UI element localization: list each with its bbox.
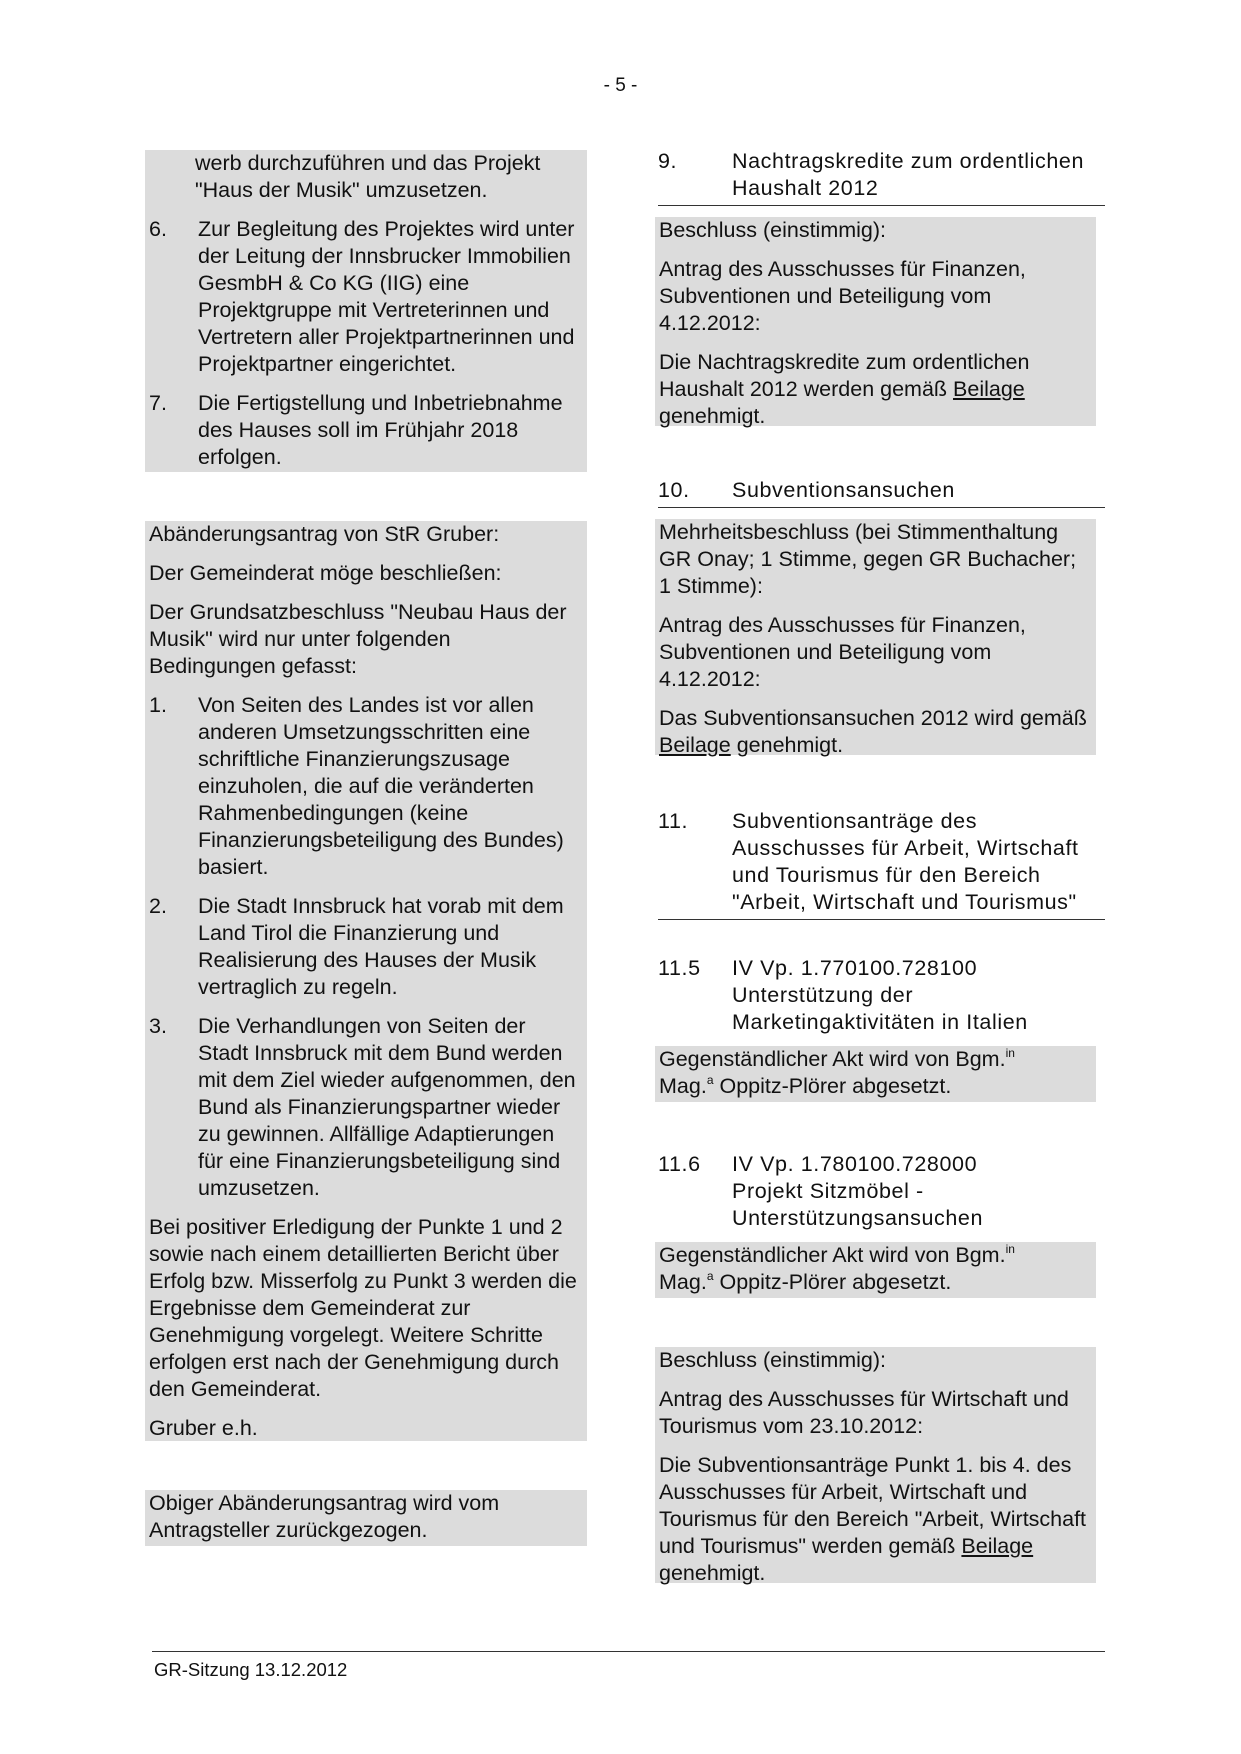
motion-text: Antrag des Ausschusses für Finanzen, Subventionen und Beteiligung vom 4.12.2012: bbox=[659, 257, 1026, 335]
footer-rule bbox=[152, 1651, 1105, 1652]
section-title: Nachtragskredite zum ordentlichen Haushalt 2012 bbox=[732, 149, 1085, 200]
subsection-title: Projekt Sitzmöbel - Unterstützungsansuchen bbox=[732, 1179, 984, 1230]
list-text: Von Seiten des Landes ist vor allen anderen Umsetzungsschritten eine schriftliche Finanzierungszusage einzuholen, die auf die veränderten Rahmenbedingungen (keine Finanzierungsbeteiligung des Bundes) basiert. bbox=[198, 693, 564, 879]
resolution-text: Die Nachtragskredite zum ordentlichen Haushalt 2012 werden gemäß Beilage genehmigt. bbox=[659, 350, 1030, 428]
withdrawn-text: Obiger Abänderungsantrag wird vom Antragsteller zurückgezogen. bbox=[149, 1491, 500, 1542]
section-9-decision bbox=[655, 217, 1096, 426]
list-text: Die Verhandlungen von Seiten der Stadt Innsbruck mit dem Bund werden mit dem Ziel wieder aufgenommen, den Bund als Finanzierungspartner wieder zu gewinnen. Allfällige Adaptierungen für eine Finanzierungsbeteiligung sind umzusetzen. bbox=[198, 1014, 576, 1200]
list-item bbox=[145, 216, 587, 378]
list-number: 3. bbox=[149, 1014, 167, 1038]
section-number: 10. bbox=[658, 478, 690, 502]
note-text: Gegenständlicher Akt wird von Bgm.$^{in}$ Mag.$^a$ Oppitz-Plörer abgesetzt. bbox=[659, 1046, 1015, 1098]
amendment-title: Abänderungsantrag von StR Gruber: bbox=[149, 522, 500, 546]
motion-text: Antrag des Ausschusses für Wirtschaft und Tourismus vom 23.10.2012: bbox=[659, 1387, 1069, 1438]
amendment-para: Der Gemeinderat möge beschließen: bbox=[149, 561, 502, 585]
section-11-5-heading bbox=[658, 955, 1105, 1039]
list-number: 1. bbox=[149, 693, 167, 717]
section-9-heading bbox=[658, 148, 1105, 206]
list-number: 2. bbox=[149, 894, 167, 918]
section-10-heading bbox=[658, 477, 1105, 508]
list-text: Zur Begleitung des Projektes wird unter der Leitung der Innsbrucker Immobilien GesmbH & Co KG (IIG) eine Projektgruppe mit Vertreterinnen und Vertretern aller Projektpartnerinnen und Projektpartner eingerichtet. bbox=[198, 217, 575, 376]
page-number: - 5 - bbox=[603, 75, 638, 96]
section-11-6-note bbox=[655, 1242, 1096, 1298]
section-11-heading bbox=[658, 808, 1105, 920]
decision-label: Beschluss (einstimmig): bbox=[659, 1348, 886, 1372]
budget-line: IV Vp. 1.780100.728000 bbox=[732, 1152, 978, 1176]
list-item bbox=[149, 692, 579, 881]
decision-label: Mehrheitsbeschluss (bei Stimmenthaltung GR Onay; 1 Stimme, gegen GR Buchacher; 1 Stimme): bbox=[659, 520, 1077, 598]
list-item bbox=[145, 390, 587, 471]
subsection-number: 11.5 bbox=[658, 956, 701, 980]
amendment-para: Der Grundsatzbeschluss "Neubau Haus der Musik" wird nur unter folgenden Bedingungen gefasst: bbox=[149, 600, 567, 678]
list-item bbox=[149, 893, 579, 1001]
motion-text: Antrag des Ausschusses für Finanzen, Subventionen und Beteiligung vom 4.12.2012: bbox=[659, 613, 1026, 691]
left-box-amendment bbox=[145, 521, 587, 1441]
list-number: 6. bbox=[149, 217, 167, 241]
section-title: Subventionsansuchen bbox=[732, 478, 955, 502]
list-item bbox=[149, 1013, 579, 1202]
beilage-link[interactable]: Beilage bbox=[659, 733, 731, 757]
left-box-withdrawn bbox=[145, 1490, 587, 1546]
section-title: Subventionsanträge des Ausschusses für Arbeit, Wirtschaft und Tourismus für den Bereich "Arbeit, Wirtschaft und Tourismus" bbox=[732, 809, 1079, 914]
resolution-text: Die Subventionsanträge Punkt 1. bis 4. des Ausschusses für Arbeit, Wirtschaft und Tourismus für den Bereich "Arbeit, Wirtschaft und Tourismus" werden gemäß Beilage genehmigt. bbox=[659, 1453, 1087, 1585]
amendment-para: Bei positiver Erledigung der Punkte 1 und 2 sowie nach einem detaillierten Bericht über Erfolg bzw. Misserfolg zu Punkt 3 werden die Ergebnisse dem Gemeinderat zur Genehmigung vorgelegt. Weitere Schritte erfolgen erst nach der Genehmigung durch den Gemeinderat. bbox=[149, 1215, 577, 1401]
footer-meeting-date: GR-Sitzung 13.12.2012 bbox=[154, 1659, 348, 1680]
left-box-decision-continued bbox=[145, 150, 587, 472]
section-number: 11. bbox=[658, 809, 689, 833]
beilage-link[interactable]: Beilage bbox=[961, 1534, 1034, 1558]
section-11-6-heading bbox=[658, 1151, 1105, 1235]
section-11-decision bbox=[655, 1347, 1096, 1583]
subsection-title: Unterstützung der Marketingaktivitäten in Italien bbox=[732, 983, 1028, 1034]
subsection-number: 11.6 bbox=[658, 1152, 701, 1176]
section-10-decision bbox=[655, 519, 1096, 755]
section-11-5-note bbox=[655, 1046, 1096, 1102]
note-text: Gegenständlicher Akt wird von Bgm.$^{in}$ Mag.$^a$ Oppitz-Plörer abgesetzt. bbox=[659, 1242, 1015, 1294]
list-text: Die Fertigstellung und Inbetriebnahme des Hauses soll im Frühjahr 2018 erfolgen. bbox=[198, 391, 563, 469]
amendment-signature: Gruber e.h. bbox=[149, 1416, 258, 1440]
list-number: 7. bbox=[149, 391, 167, 415]
section-number: 9. bbox=[658, 149, 678, 173]
beilage-link[interactable]: Beilage bbox=[953, 377, 1025, 401]
budget-line: IV Vp. 1.770100.728100 bbox=[732, 956, 978, 980]
continued-text: werb durchzuführen und das Projekt "Haus der Musik" umzusetzen. bbox=[195, 151, 541, 202]
resolution-text: Das Subventionsansuchen 2012 wird gemäß Beilage genehmigt. bbox=[659, 706, 1087, 757]
list-text: Die Stadt Innsbruck hat vorab mit dem Land Tirol die Finanzierung und Realisierung des Hauses der Musik vertraglich zu regeln. bbox=[198, 894, 564, 999]
decision-label: Beschluss (einstimmig): bbox=[659, 218, 886, 242]
